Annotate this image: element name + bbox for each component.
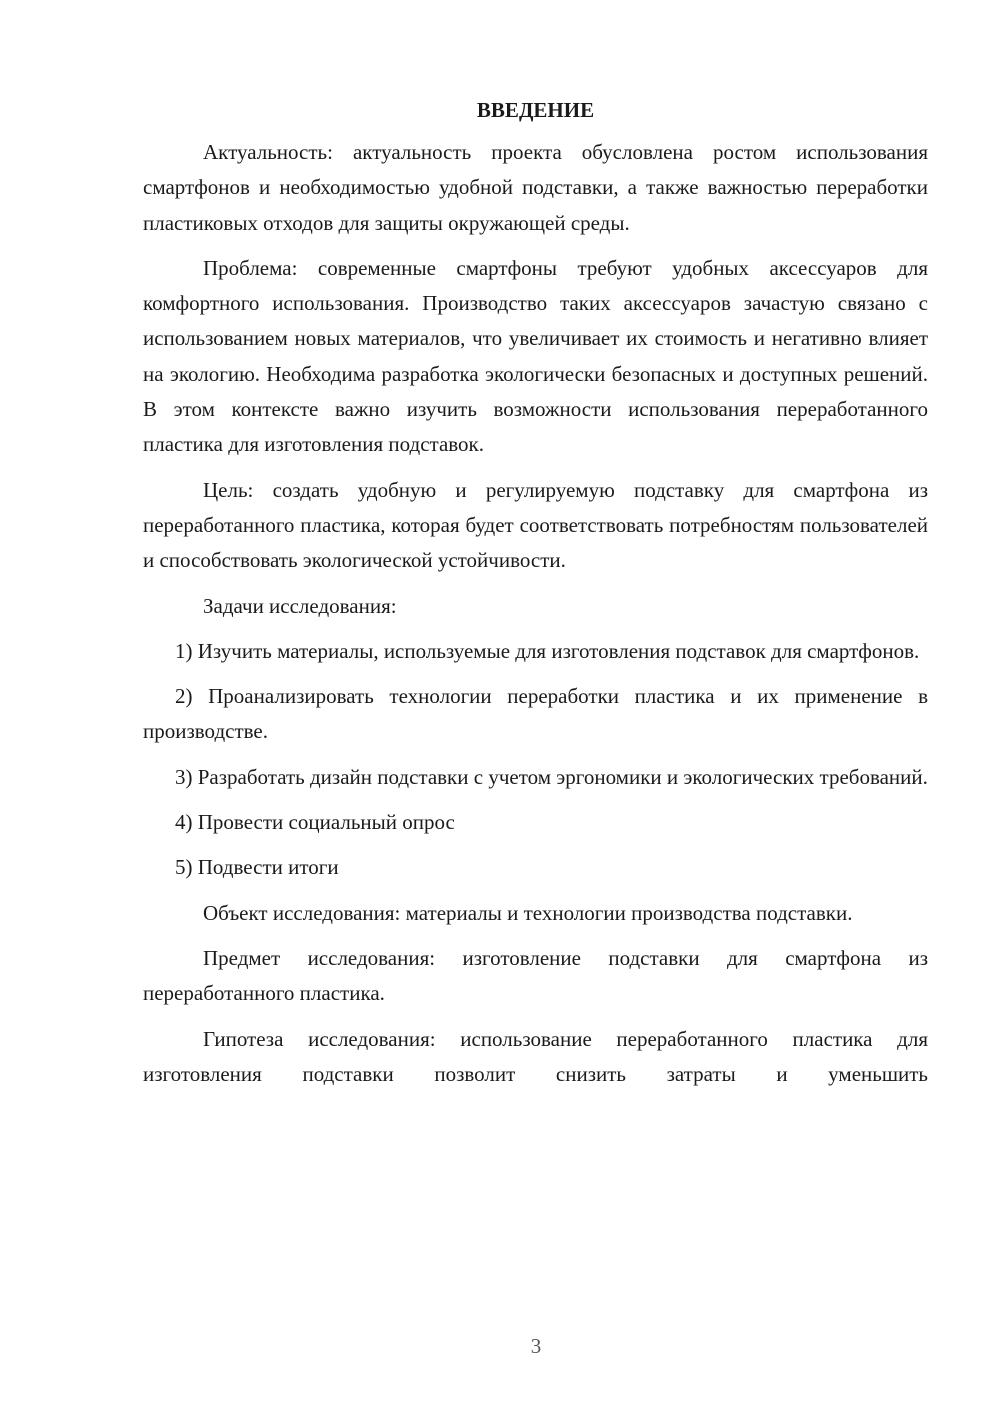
task-item-4: 4) Провести социальный опрос [175,810,455,835]
document-page [143,95,928,1092]
paragraph-hypothesis: Гипотеза исследования: использование переработанного пластика для изготовления подставки позволит снизить затраты и уменьшить [143,1026,928,1086]
paragraph-subject: Предмет исследования: изготовление подставки для смартфона из переработанного пластика. [143,945,928,1006]
page-number: 3 [530,1334,542,1358]
task-item-5: 5) Подвести итоги [175,855,339,880]
paragraph-goal: Цель: создать удобную и регулируемую подставку для смартфона из переработанного пластика, которая будет соответствовать потребностям пользователей и способствовать экологической устойчивости. [143,477,928,573]
task-item-3: 3) Разработать дизайн подставки с учетом эргономики и экологических требований. [175,764,928,789]
paragraph-problem: Проблема: современные смартфоны требуют удобных аксессуаров для комфортного использования. Производство таких аксессуаров зачастую связано с использованием новых материалов, что увеличивает их стоимость и негативно влияет на экологию. Необходима разработка экологически безопасных и доступных решений. В этом контексте важно изучить возможности использования переработанного пластика для изготовления подставок. [143,255,928,457]
document-title: ВВЕДЕНИЕ [476,98,595,122]
paragraph-relevance: Актуальность: актуальность проекта обусловлена ростом использования смартфонов и необходимостью удобной подставки, а также важностью переработки пластиковых отходов для защиты окружающей среды. [143,140,928,235]
tasks-heading: Задачи исследования: [203,593,397,618]
task-item-1: 1) Изучить материалы, используемые для изготовления подставок для смартфонов. [175,638,920,663]
paragraph-object: Объект исследования: материалы и технологии производства подставки. [203,900,853,925]
task-item-2: 2) Проанализировать технологии переработки пластика и их применение в производстве. [143,684,928,744]
